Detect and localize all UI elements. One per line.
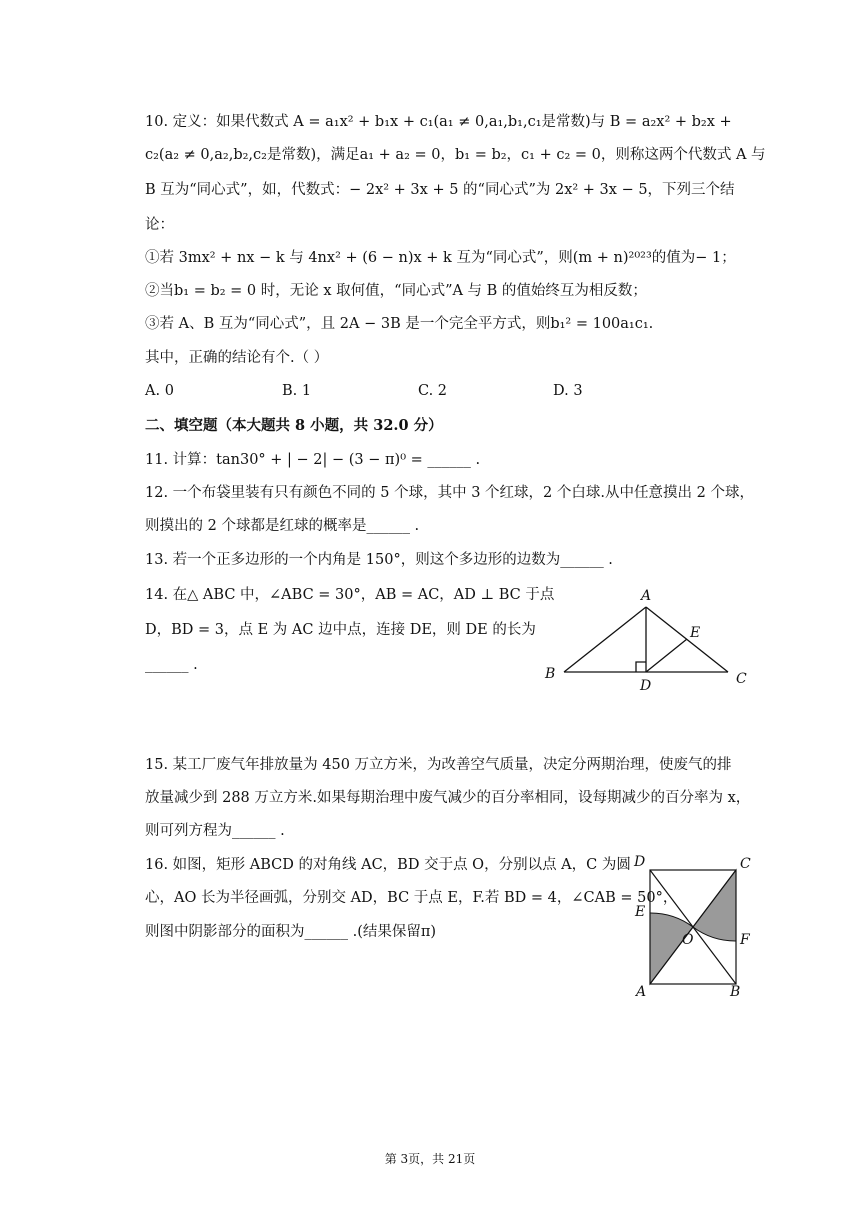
segment-de — [646, 639, 687, 672]
label-f: F — [740, 932, 750, 948]
page-footer: 第 3页，共 21页 — [384, 1152, 476, 1166]
q13-text: 13. 若一个正多边形的一个内角是 150°，则这个多边形的边数为______ . — [145, 552, 613, 568]
q12-line-2: 则摸出的 2 个球都是红球的概率是______ . — [145, 518, 420, 534]
label-b: B — [545, 666, 556, 682]
q14-line-1: 14. 在△ ABC 中，∠ABC = 30°，AB = AC，AD ⊥ BC 于点 — [145, 587, 555, 603]
label-c: C — [736, 671, 747, 687]
label-e: E — [690, 625, 701, 641]
q10-item-1: ①若 3mx² + nx − k 与 4nx² + (6 − n)x + k 互为“同心式”，则(m + n)²⁰²³的值为− 1； — [145, 250, 736, 266]
q10-item-3: ③若 A、B 互为“同心式”，且 2A − 3B 是一个完全平方式，则b₁² = 100a₁c₁. — [145, 316, 654, 332]
q15-line-2: 放量减少到 288 万立方米.如果每期治理中废气减少的百分率相同，设每期减少的百分率为 x， — [145, 790, 751, 806]
q10-question: 其中，正确的结论有个.（ ） — [145, 350, 329, 366]
label-d: D — [634, 854, 646, 870]
q16-rectangle-figure — [630, 852, 760, 1000]
shaded-region-left — [650, 913, 693, 984]
label-c: C — [740, 856, 751, 872]
q10-line-4: 论： — [145, 217, 174, 233]
section-title-fill-in: 二、填空题（本大题共 8 小题，共 32.0 分） — [145, 417, 443, 434]
q16-line-1: 16. 如图，矩形 ABCD 的对角线 AC，BD 交于点 O，分别以点 A，C 为圆 — [145, 857, 631, 873]
q10-choice-b[interactable]: B. 1 — [282, 383, 312, 399]
q15-line-1: 15. 某工厂废气年排放量为 450 万立方米，为改善空气质量，决定分两期治理，使废气的排 — [145, 757, 732, 773]
right-angle-mark — [636, 662, 646, 672]
q10-choice-a[interactable]: A. 0 — [145, 383, 174, 399]
q14-line-3: ______ . — [145, 657, 198, 673]
label-d: D — [640, 678, 652, 694]
q16-line-2: 心，AO 长为半径画弧，分别交 AD，BC 于点 E，F.若 BD = 4，∠CAB = 50°， — [145, 890, 678, 906]
label-b: B — [730, 984, 741, 1000]
q15-line-3: 则可列方程为______ . — [145, 823, 285, 839]
label-e: E — [635, 904, 646, 920]
q11-text: 11. 计算：tan30° + | − 2| − (3 − π)⁰ = ______ . — [145, 452, 481, 468]
q10-choice-d[interactable]: D. 3 — [553, 383, 583, 399]
q10-choice-c[interactable]: C. 2 — [418, 383, 448, 399]
q12-line-1: 12. 一个布袋里装有只有颜色不同的 5 个球，其中 3 个红球，2 个白球.从中任意摸出 2 个球， — [145, 485, 754, 501]
q16-line-3: 则图中阴影部分的面积为______ .(结果保留π) — [145, 924, 437, 940]
q10-line-3: B 互为“同心式”，如，代数式：− 2x² + 3x + 5 的“同心式”为 2x² + 3x − 5，下列三个结 — [145, 182, 735, 198]
shaded-region-right — [693, 870, 736, 941]
label-a: A — [636, 984, 647, 1000]
segment-ab — [564, 607, 646, 672]
q14-triangle-figure — [540, 585, 760, 695]
label-a: A — [641, 588, 652, 604]
q10-item-2: ②当b₁ = b₂ = 0 时，无论 x 取何值，“同心式”A 与 B 的值始终互为相反数； — [145, 283, 647, 299]
q10-line-2: c₂(a₂ ≠ 0,a₂,b₂,c₂是常数)，满足a₁ + a₂ = 0，b₁ = b₂，c₁ + c₂ = 0，则称这两个代数式 A 与 — [145, 147, 766, 163]
label-o: O — [682, 932, 694, 948]
q10-line-1: 10. 定义：如果代数式 A = a₁x² + b₁x + c₁(a₁ ≠ 0,a₁,b₁,c₁是常数)与 B = a₂x² + b₂x + — [145, 114, 732, 130]
q14-line-2: D，BD = 3，点 E 为 AC 边中点，连接 DE，则 DE 的长为 — [145, 622, 536, 638]
